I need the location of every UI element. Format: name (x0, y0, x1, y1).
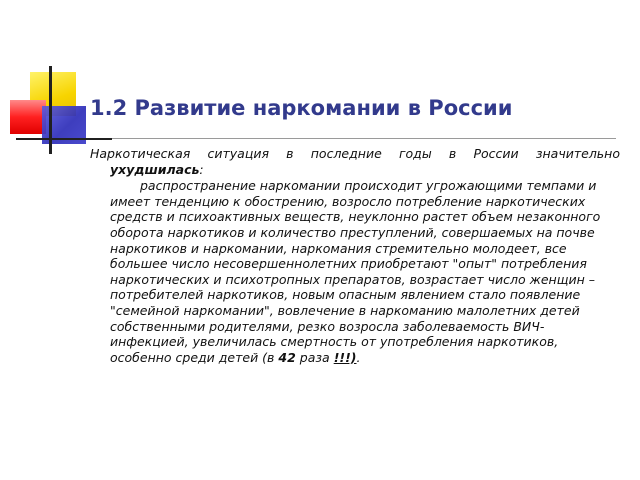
decorative-horizontal-line (16, 138, 112, 140)
body-number: 42 (278, 349, 296, 365)
body-text: распространение наркомании происходит угрожающими темпами и имеет тенденцию к обострению, возросло потребление наркотических средств и психоактивных веществ, неуклонно растет объем незаконного оборота наркотиков и количество преступлений, совершаемых на почве наркотиков и наркомании, наркомания стремительно молодеет, все большее число несовершеннолетних приобретают "опыт" потребления наркотических и психотропных препаратов, возрастает число женщин – потребителей наркотиков, новым опасным явлением стало появление "семейной наркомании", вовлечение в наркоманию малолетних детей собственными родителями, резко возросла заболеваемость ВИЧ-инфекцией, увеличилась смертность от употребления наркотиков, особенно среди детей (в (110, 178, 601, 365)
lead-paragraph (90, 146, 620, 177)
body-end: . (356, 349, 361, 365)
title-underline-rule (112, 138, 616, 139)
lead-emphasis: ухудшилась (110, 161, 200, 177)
decorative-vertical-line (49, 66, 52, 154)
lead-text: Наркотическая ситуация в последние годы в России значительно (90, 146, 620, 161)
body-exclaim: !!!) (333, 349, 357, 365)
slide-content (90, 146, 620, 365)
lead-continuation (90, 162, 620, 178)
lead-colon: : (199, 161, 204, 177)
body-word: раза (299, 349, 330, 365)
slide-title: 1.2 Развитие наркомании в России (90, 96, 513, 120)
decorative-red-square (10, 100, 46, 134)
body-paragraph (110, 178, 620, 365)
